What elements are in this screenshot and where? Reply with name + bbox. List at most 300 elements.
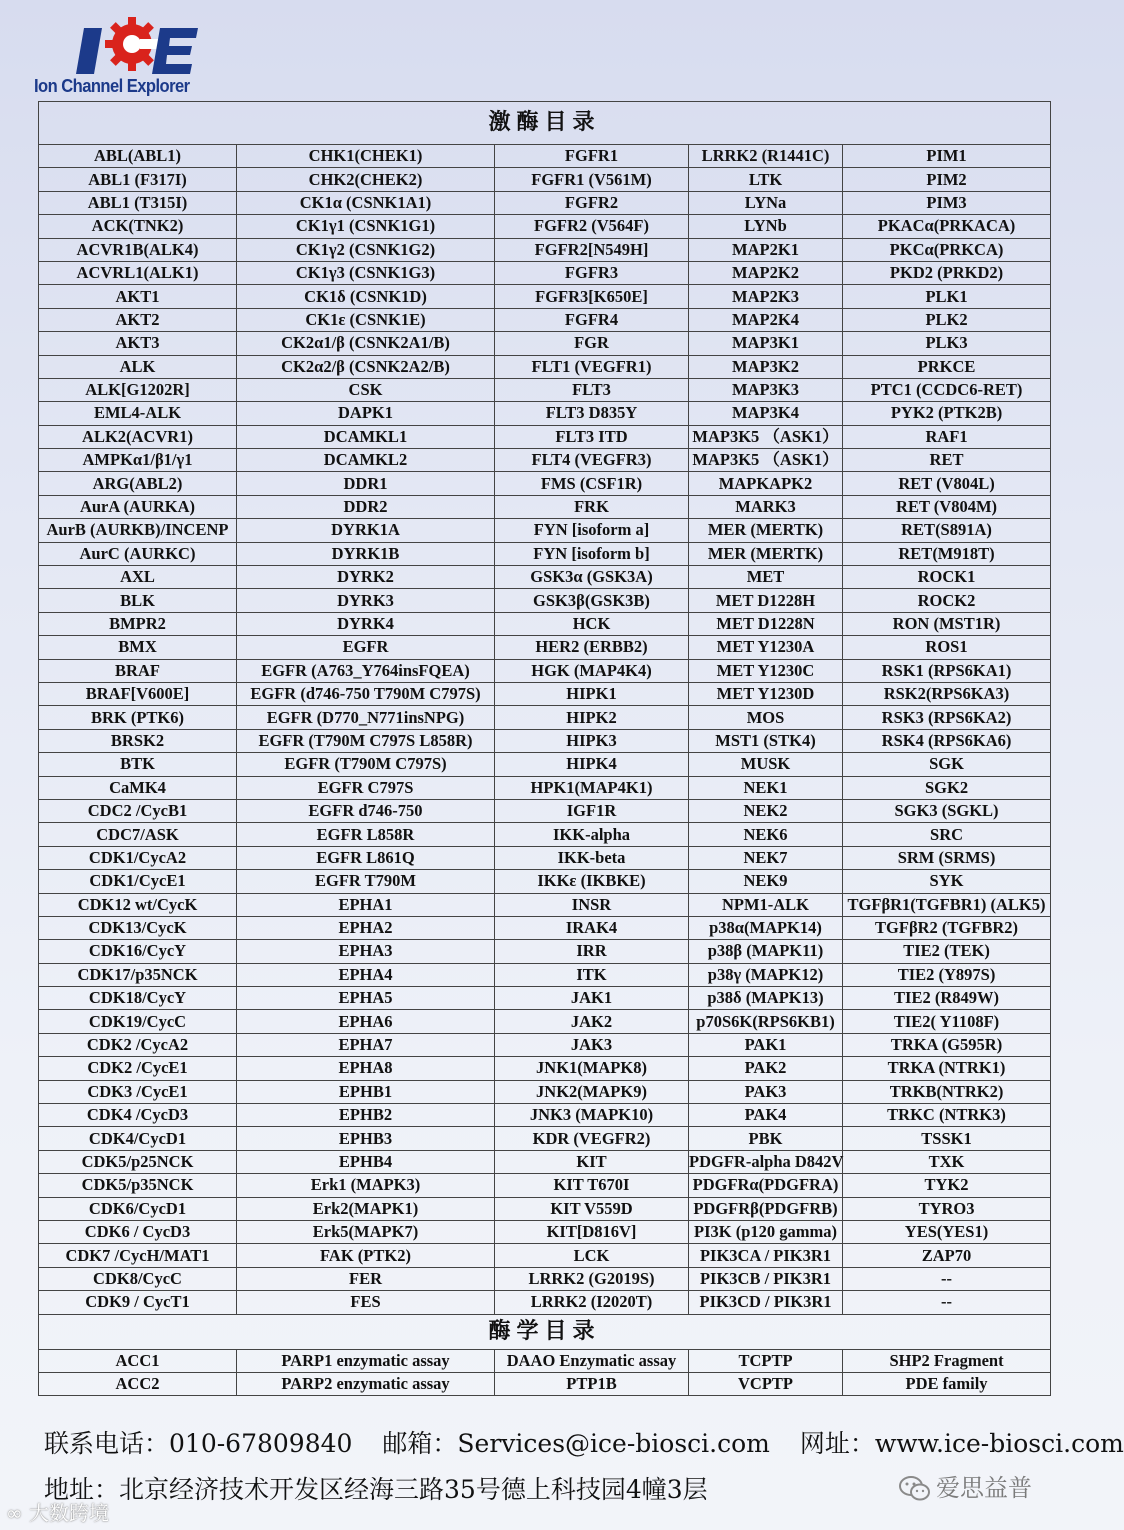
kinase-cell: CK2α2/β (CSNK2A2/B) — [237, 355, 495, 378]
kinase-cell: CDK13/CycK — [39, 916, 237, 939]
kinase-cell: CK1γ2 (CSNK1G2) — [237, 238, 495, 261]
kinase-cell: FLT3 — [495, 378, 689, 401]
kinase-cell: CDK16/CycY — [39, 940, 237, 963]
kinase-cell: FGFR4 — [495, 308, 689, 331]
kinase-cell: AMPKα1/β1/γ1 — [39, 449, 237, 472]
kinase-cell: ACK(TNK2) — [39, 215, 237, 238]
kinase-row — [39, 238, 1051, 261]
kinase-cell: CK1δ (CSNK1D) — [237, 285, 495, 308]
kinase-cell: BMX — [39, 636, 237, 659]
kinase-row — [39, 425, 1051, 448]
kinase-cell: PDGFR-alpha D842V — [689, 1150, 843, 1173]
kinase-cell: DDR2 — [237, 495, 495, 518]
kinase-cell: RSK4 (RPS6KA6) — [843, 729, 1051, 752]
kinase-cell: RET — [843, 449, 1051, 472]
company-logo — [34, 14, 214, 96]
kinase-cell: DCAMKL1 — [237, 425, 495, 448]
kinase-cell: CDK8/CycC — [39, 1267, 237, 1290]
kinase-cell: CDK1/CycA2 — [39, 846, 237, 869]
kinase-row — [39, 612, 1051, 635]
kinase-row — [39, 1033, 1051, 1056]
kinase-cell: CHK2(CHEK2) — [237, 168, 495, 191]
enzyme-cell: SHP2 Fragment — [843, 1349, 1051, 1372]
kinase-row — [39, 495, 1051, 518]
kinase-cell: CK1α (CSNK1A1) — [237, 191, 495, 214]
kinase-cell: p70S6K(RPS6KB1) — [689, 1010, 843, 1033]
kinase-cell: MET Y1230C — [689, 659, 843, 682]
kinase-cell: TIE2( Y1108F) — [843, 1010, 1051, 1033]
email-address: Services@ice-biosci.com — [457, 1429, 770, 1458]
enzyme-cell: ACC2 — [39, 1372, 237, 1395]
kinase-cell: ARG(ABL2) — [39, 472, 237, 495]
kinase-cell: PAK3 — [689, 1080, 843, 1103]
kinase-cell: FLT4 (VEGFR3) — [495, 449, 689, 472]
kinase-cell: TYK2 — [843, 1174, 1051, 1197]
kinase-cell: EML4-ALK — [39, 402, 237, 425]
kinase-row — [39, 1010, 1051, 1033]
kinase-cell: PTC1 (CCDC6-RET) — [843, 378, 1051, 401]
kinase-cell: FGFR2 (V564F) — [495, 215, 689, 238]
kinase-cell: PRKCE — [843, 355, 1051, 378]
kinase-cell: FGFR2 — [495, 191, 689, 214]
phone-info — [44, 1429, 352, 1458]
kinase-cell: FGR — [495, 332, 689, 355]
kinase-cell: TGFβR1(TGFBR1) (ALK5) — [843, 893, 1051, 916]
kinase-cell: EGFR d746-750 — [237, 799, 495, 822]
kinase-cell: TXK — [843, 1150, 1051, 1173]
kinase-cell: HER2 (ERBB2) — [495, 636, 689, 659]
kinase-row — [39, 893, 1051, 916]
kinase-cell: IRAK4 — [495, 916, 689, 939]
kinase-cell: ALK[G1202R] — [39, 378, 237, 401]
enzyme-table-body — [39, 1349, 1051, 1396]
kinase-cell: KIT[D816V] — [495, 1220, 689, 1243]
kinase-row — [39, 332, 1051, 355]
kinase-cell: FGFR3 — [495, 261, 689, 284]
kinase-cell: EPHA2 — [237, 916, 495, 939]
kinase-cell: ACVRL1(ALK1) — [39, 261, 237, 284]
kinase-cell: -- — [843, 1291, 1051, 1314]
kinase-row — [39, 355, 1051, 378]
kinase-row — [39, 823, 1051, 846]
kinase-cell: MET — [689, 566, 843, 589]
web-info — [800, 1429, 1124, 1458]
kinase-cell: SYK — [843, 870, 1051, 893]
kinase-cell: IKK-beta — [495, 846, 689, 869]
kinase-cell: p38δ (MAPK13) — [689, 987, 843, 1010]
ice-logo-mark — [80, 14, 200, 78]
kinase-cell: RON (MST1R) — [843, 612, 1051, 635]
kinase-cell: JNK1(MAPK8) — [495, 1057, 689, 1080]
kinase-cell: IKKε (IKBKE) — [495, 870, 689, 893]
kinase-row — [39, 261, 1051, 284]
kinase-row — [39, 1244, 1051, 1267]
kinase-cell: ROCK1 — [843, 566, 1051, 589]
kinase-row — [39, 191, 1051, 214]
watermark — [6, 1497, 109, 1526]
kinase-cell: Erk1 (MAPK3) — [237, 1174, 495, 1197]
kinase-cell: CDK4 /CycD3 — [39, 1104, 237, 1127]
kinase-row — [39, 799, 1051, 822]
kinase-cell: LYNb — [689, 215, 843, 238]
kinase-row — [39, 1127, 1051, 1150]
kinase-row — [39, 963, 1051, 986]
kinase-row — [39, 729, 1051, 752]
kinase-cell: TIE2 (R849W) — [843, 987, 1051, 1010]
email-info — [382, 1429, 769, 1458]
kinase-cell: SGK2 — [843, 776, 1051, 799]
kinase-cell: MET D1228N — [689, 612, 843, 635]
kinase-cell: FGFR1 — [495, 145, 689, 168]
kinase-row — [39, 308, 1051, 331]
kinase-row — [39, 940, 1051, 963]
kinase-cell: JAK1 — [495, 987, 689, 1010]
kinase-cell: MAP2K1 — [689, 238, 843, 261]
kinase-cell: FRK — [495, 495, 689, 518]
kinase-cell: JAK2 — [495, 1010, 689, 1033]
kinase-cell: BRAF — [39, 659, 237, 682]
kinase-cell: CDK3 /CycE1 — [39, 1080, 237, 1103]
kinase-cell: EPHA8 — [237, 1057, 495, 1080]
kinase-cell: CDK19/CycC — [39, 1010, 237, 1033]
kinase-row — [39, 1267, 1051, 1290]
kinase-cell: JAK3 — [495, 1033, 689, 1056]
kinase-cell: NEK6 — [689, 823, 843, 846]
kinase-cell: PAK1 — [689, 1033, 843, 1056]
phone-label: 联系电话： — [44, 1429, 170, 1458]
kinase-cell: AKT1 — [39, 285, 237, 308]
kinase-cell: LRRK2 (I2020T) — [495, 1291, 689, 1314]
kinase-cell: JNK2(MAPK9) — [495, 1080, 689, 1103]
address-text: 北京经济技术开发区经海三路35号德上科技园4幢3层 — [119, 1475, 708, 1504]
wechat-icon — [898, 1475, 932, 1503]
kinase-cell: BLK — [39, 589, 237, 612]
contact-line — [44, 1424, 1124, 1460]
kinase-cell: MAP3K5 （ASK1） — [689, 425, 843, 448]
kinase-cell: DCAMKL2 — [237, 449, 495, 472]
kinase-cell: PYK2 (PTK2B) — [843, 402, 1051, 425]
kinase-cell: KDR (VEGFR2) — [495, 1127, 689, 1150]
kinase-cell: MAP2K3 — [689, 285, 843, 308]
kinase-cell: AurC (AURKC) — [39, 542, 237, 565]
enzyme-cell: PTP1B — [495, 1372, 689, 1395]
kinase-cell: KIT — [495, 1150, 689, 1173]
web-label: 网址： — [799, 1429, 875, 1458]
kinase-cell: ROCK2 — [843, 589, 1051, 612]
logo-brand-text: Ion Channel Explorer — [34, 76, 190, 96]
kinase-row — [39, 846, 1051, 869]
kinase-cell: PDGFRα(PDGFRA) — [689, 1174, 843, 1197]
kinase-cell: TRKC (NTRK3) — [843, 1104, 1051, 1127]
kinase-row — [39, 916, 1051, 939]
kinase-cell: HIPK2 — [495, 706, 689, 729]
kinase-cell: PKD2 (PRKD2) — [843, 261, 1051, 284]
kinase-cell: PKCα(PRKCA) — [843, 238, 1051, 261]
kinase-cell: CK1ε (CSNK1E) — [237, 308, 495, 331]
kinase-cell: IGF1R — [495, 799, 689, 822]
kinase-cell: CDK7 /CycH/MAT1 — [39, 1244, 237, 1267]
kinase-row — [39, 987, 1051, 1010]
kinase-cell: HIPK4 — [495, 753, 689, 776]
kinase-cell: p38β (MAPK11) — [689, 940, 843, 963]
kinase-cell: FES — [237, 1291, 495, 1314]
kinase-cell: DYRK1A — [237, 519, 495, 542]
kinase-cell: PAK4 — [689, 1104, 843, 1127]
kinase-cell: FGFR3[K650E] — [495, 285, 689, 308]
kinase-cell: CaMK4 — [39, 776, 237, 799]
enzyme-cell: DAAO Enzymatic assay — [495, 1349, 689, 1372]
kinase-cell: CHK1(CHEK1) — [237, 145, 495, 168]
kinase-cell: FMS (CSF1R) — [495, 472, 689, 495]
kinase-row — [39, 1057, 1051, 1080]
kinase-cell: CK1γ1 (CSNK1G1) — [237, 215, 495, 238]
kinase-cell: PLK1 — [843, 285, 1051, 308]
kinase-cell: CDK18/CycY — [39, 987, 237, 1010]
kinase-row — [39, 566, 1051, 589]
kinase-cell: LCK — [495, 1244, 689, 1267]
kinase-row — [39, 1220, 1051, 1243]
kinase-cell: EGFR L861Q — [237, 846, 495, 869]
kinase-cell: LYNa — [689, 191, 843, 214]
kinase-row — [39, 682, 1051, 705]
kinase-cell: EGFR T790M — [237, 870, 495, 893]
kinase-cell: BTK — [39, 753, 237, 776]
kinase-cell: ZAP70 — [843, 1244, 1051, 1267]
kinase-cell: DAPK1 — [237, 402, 495, 425]
enzyme-cell: ACC1 — [39, 1349, 237, 1372]
kinase-cell: GSK3α (GSK3A) — [495, 566, 689, 589]
kinase-row — [39, 776, 1051, 799]
kinase-row — [39, 1291, 1051, 1314]
kinase-row — [39, 706, 1051, 729]
kinase-cell: TRKA (G595R) — [843, 1033, 1051, 1056]
kinase-cell: ABL1 (F317I) — [39, 168, 237, 191]
wechat-account-badge — [898, 1468, 1032, 1503]
kinase-cell: SRC — [843, 823, 1051, 846]
kinase-cell: SGK — [843, 753, 1051, 776]
kinase-cell: EPHB2 — [237, 1104, 495, 1127]
kinase-cell: NEK7 — [689, 846, 843, 869]
kinase-cell: NEK2 — [689, 799, 843, 822]
kinase-cell: PIK3CB / PIK3R1 — [689, 1267, 843, 1290]
kinase-cell: DDR1 — [237, 472, 495, 495]
kinase-cell: TIE2 (Y897S) — [843, 963, 1051, 986]
kinase-cell: PIK3CA / PIK3R1 — [689, 1244, 843, 1267]
kinase-cell: EGFR (A763_Y764insFQEA) — [237, 659, 495, 682]
kinase-cell: CDK5/p35NCK — [39, 1174, 237, 1197]
enzyme-cell: PDE family — [843, 1372, 1051, 1395]
kinase-cell: p38γ (MAPK12) — [689, 963, 843, 986]
kinase-cell: BMPR2 — [39, 612, 237, 635]
kinase-cell: SGK3 (SGKL) — [843, 799, 1051, 822]
kinase-cell: EPHA1 — [237, 893, 495, 916]
kinase-row — [39, 378, 1051, 401]
kinase-cell: FGFR1 (V561M) — [495, 168, 689, 191]
kinase-cell: SRM (SRMS) — [843, 846, 1051, 869]
kinase-row — [39, 1197, 1051, 1220]
kinase-cell: EPHB4 — [237, 1150, 495, 1173]
kinase-cell: CDK2 /CycE1 — [39, 1057, 237, 1080]
kinase-cell: TYRO3 — [843, 1197, 1051, 1220]
wechat-account-name: 爱思益普 — [936, 1474, 1032, 1502]
kinase-cell: CK1γ3 (CSNK1G3) — [237, 261, 495, 284]
kinase-row — [39, 168, 1051, 191]
kinase-cell: PIM1 — [843, 145, 1051, 168]
enzyme-cell: VCPTP — [689, 1372, 843, 1395]
kinase-row — [39, 402, 1051, 425]
kinase-cell: KIT T670I — [495, 1174, 689, 1197]
kinase-cell: DYRK4 — [237, 612, 495, 635]
kinase-row — [39, 472, 1051, 495]
kinase-cell: FER — [237, 1267, 495, 1290]
kinase-cell: PIM2 — [843, 168, 1051, 191]
kinase-cell: RSK2(RPS6KA3) — [843, 682, 1051, 705]
kinase-cell: MAP3K2 — [689, 355, 843, 378]
kinase-cell: CDC7/ASK — [39, 823, 237, 846]
kinase-cell: IRR — [495, 940, 689, 963]
kinase-cell: CDK1/CycE1 — [39, 870, 237, 893]
kinase-cell: MET D1228H — [689, 589, 843, 612]
kinase-cell: FLT3 ITD — [495, 425, 689, 448]
kinase-row — [39, 542, 1051, 565]
kinase-cell: HGK (MAP4K4) — [495, 659, 689, 682]
kinase-cell: MER (MERTK) — [689, 542, 843, 565]
kinase-row — [39, 519, 1051, 542]
kinase-row — [39, 753, 1051, 776]
kinase-cell: PAK2 — [689, 1057, 843, 1080]
kinase-cell: EGFR C797S — [237, 776, 495, 799]
kinase-cell: EPHB3 — [237, 1127, 495, 1150]
kinase-cell: EGFR (T790M C797S L858R) — [237, 729, 495, 752]
kinase-cell: KIT V559D — [495, 1197, 689, 1220]
kinase-cell: EGFR (T790M C797S) — [237, 753, 495, 776]
kinase-cell: EPHA5 — [237, 987, 495, 1010]
kinase-row — [39, 1104, 1051, 1127]
kinase-cell: p38α(MAPK14) — [689, 916, 843, 939]
kinase-cell: HPK1(MAP4K1) — [495, 776, 689, 799]
catalog-table — [38, 101, 1051, 1396]
kinase-cell: CDK4/CycD1 — [39, 1127, 237, 1150]
kinase-cell: EPHB1 — [237, 1080, 495, 1103]
kinase-cell: PBK — [689, 1127, 843, 1150]
kinase-cell: CDK6 / CycD3 — [39, 1220, 237, 1243]
kinase-cell: JNK3 (MAPK10) — [495, 1104, 689, 1127]
kinase-cell: IKK-alpha — [495, 823, 689, 846]
kinase-cell: PKACα(PRKACA) — [843, 215, 1051, 238]
kinase-cell: ALK — [39, 355, 237, 378]
kinase-cell: PDGFRβ(PDGFRB) — [689, 1197, 843, 1220]
kinase-cell: CDK5/p25NCK — [39, 1150, 237, 1173]
kinase-cell: EGFR — [237, 636, 495, 659]
kinase-cell: FYN [isoform b] — [495, 542, 689, 565]
kinase-cell: EGFR L858R — [237, 823, 495, 846]
kinase-cell: CSK — [237, 378, 495, 401]
kinase-cell: LRRK2 (G2019S) — [495, 1267, 689, 1290]
kinase-cell: CDK9 / CycT1 — [39, 1291, 237, 1314]
kinase-cell: TSSK1 — [843, 1127, 1051, 1150]
kinase-row — [39, 870, 1051, 893]
kinase-cell: Erk2(MAPK1) — [237, 1197, 495, 1220]
kinase-row — [39, 659, 1051, 682]
kinase-row — [39, 449, 1051, 472]
kinase-cell: MET Y1230A — [689, 636, 843, 659]
kinase-cell: HIPK3 — [495, 729, 689, 752]
email-label: 邮箱： — [382, 1429, 458, 1458]
kinase-row — [39, 1174, 1051, 1197]
kinase-cell: MET Y1230D — [689, 682, 843, 705]
kinase-row — [39, 1080, 1051, 1103]
kinase-cell: AXL — [39, 566, 237, 589]
kinase-cell: FYN [isoform a] — [495, 519, 689, 542]
kinase-cell: MAPKAPK2 — [689, 472, 843, 495]
kinase-cell: EGFR (D770_N771insNPG) — [237, 706, 495, 729]
kinase-cell: MOS — [689, 706, 843, 729]
kinase-cell: CDK12 wt/CycK — [39, 893, 237, 916]
kinase-cell: -- — [843, 1267, 1051, 1290]
kinase-cell: RET(M918T) — [843, 542, 1051, 565]
kinase-cell: CK2α1/β (CSNK2A1/B) — [237, 332, 495, 355]
kinase-cell: MAP2K4 — [689, 308, 843, 331]
watermark-icon: ∞ — [6, 1501, 23, 1525]
kinase-cell: PIM3 — [843, 191, 1051, 214]
kinase-cell: EPHA6 — [237, 1010, 495, 1033]
enzyme-cell: PARP1 enzymatic assay — [237, 1349, 495, 1372]
kinase-row — [39, 285, 1051, 308]
kinase-cell: INSR — [495, 893, 689, 916]
kinase-cell: MARK3 — [689, 495, 843, 518]
kinase-cell: EPHA4 — [237, 963, 495, 986]
kinase-cell: YES(YES1) — [843, 1220, 1051, 1243]
phone-number: 010-67809840 — [169, 1429, 353, 1458]
kinase-cell: PIK3CD / PIK3R1 — [689, 1291, 843, 1314]
kinase-cell: CDK17/p35NCK — [39, 963, 237, 986]
kinase-cell: ROS1 — [843, 636, 1051, 659]
enzyme-row — [39, 1372, 1051, 1395]
kinase-cell: RSK1 (RPS6KA1) — [843, 659, 1051, 682]
kinase-cell: Erk5(MAPK7) — [237, 1220, 495, 1243]
kinase-cell: AurB (AURKB)/INCENP — [39, 519, 237, 542]
kinase-cell: MAP3K4 — [689, 402, 843, 425]
kinase-cell: GSK3β(GSK3B) — [495, 589, 689, 612]
kinase-cell: RET (V804M) — [843, 495, 1051, 518]
enzyme-cell: TCPTP — [689, 1349, 843, 1372]
kinase-cell: CDC2 /CycB1 — [39, 799, 237, 822]
address-line — [44, 1470, 708, 1506]
kinase-cell: RET(S891A) — [843, 519, 1051, 542]
kinase-cell: RSK3 (RPS6KA2) — [843, 706, 1051, 729]
web-address: www.ice-biosci.com — [874, 1429, 1124, 1458]
kinase-cell: PLK3 — [843, 332, 1051, 355]
kinase-cell: ABL(ABL1) — [39, 145, 237, 168]
kinase-cell: NEK1 — [689, 776, 843, 799]
kinase-cell: MAP3K3 — [689, 378, 843, 401]
kinase-cell: ALK2(ACVR1) — [39, 425, 237, 448]
kinase-cell: NEK9 — [689, 870, 843, 893]
kinase-cell: TRKB(NTRK2) — [843, 1080, 1051, 1103]
kinase-row — [39, 1150, 1051, 1173]
kinase-cell: MST1 (STK4) — [689, 729, 843, 752]
kinase-cell: DYRK3 — [237, 589, 495, 612]
kinase-cell: ABL1 (T315I) — [39, 191, 237, 214]
kinase-cell: HIPK1 — [495, 682, 689, 705]
kinase-cell: AKT3 — [39, 332, 237, 355]
watermark-text: 大数跨境 — [29, 1501, 110, 1525]
kinase-cell: BRSK2 — [39, 729, 237, 752]
kinase-cell: PLK2 — [843, 308, 1051, 331]
kinase-cell: MUSK — [689, 753, 843, 776]
kinase-cell: CDK6/CycD1 — [39, 1197, 237, 1220]
kinase-row — [39, 215, 1051, 238]
